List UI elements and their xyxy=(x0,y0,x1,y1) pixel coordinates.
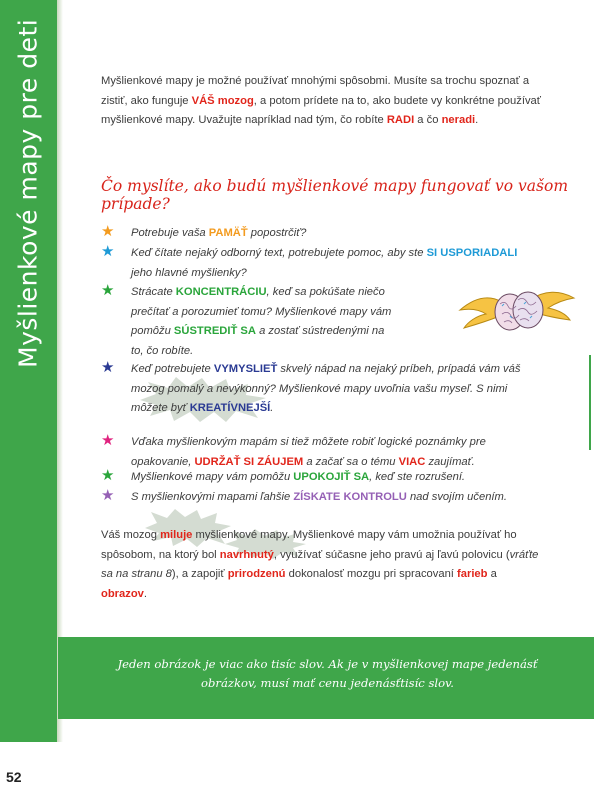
closing-text: myšlienkové mapy. Myšlienkové mapy vám umožnia používať ho spôsobom, na ktorý bol xyxy=(101,529,517,561)
intro-highlight-vas-mozog: VÁŠ mozog xyxy=(191,94,254,107)
closing-highlight: navrhnutý xyxy=(219,548,274,561)
star-icon: ★ xyxy=(101,243,115,260)
sidebar-shadow xyxy=(57,0,63,742)
star-icon: ★ xyxy=(101,223,115,240)
closing-highlight: obrazov xyxy=(101,587,144,600)
item-highlight: KONCENTRÁCIU xyxy=(175,286,267,298)
item-text: a zostať sústredenými na to, čo robíte. xyxy=(131,325,385,357)
intro-text: , a potom prídete na to, ako budete vy konkrétne používať myšlienkové mapy. Uvažujte napríklad nad tým, čo robíte xyxy=(101,94,541,126)
closing-text: a xyxy=(487,568,497,580)
item-text: Keď čítate nejaký odborný text, potrebujete pomoc, aby ste xyxy=(131,247,427,259)
star-icon: ★ xyxy=(101,282,115,299)
list-item-upokojit xyxy=(131,468,541,488)
section-question: Čo myslíte, ako budú myšlienkové mapy fungovať vo vašom prípade? xyxy=(101,177,569,213)
item-text: , keď sa pokúšate niečo prečítať a porozumieť tomu? Myšlienkové mapy vám pomôžu xyxy=(131,286,392,337)
star-icon: ★ xyxy=(101,487,115,504)
closing-highlight: prirodzenú xyxy=(227,568,286,580)
quote-text: Jeden obrázok je viac ako tisíc slov. Ak je v myšlienkovej mape jedenásť obrázkov, musí mať cenu jedenásťtisíc slov. xyxy=(117,657,538,690)
item-text: , keď ste rozrušení. xyxy=(369,471,466,483)
item-text: zaujímať. xyxy=(425,455,475,468)
list-item-kontrolu xyxy=(131,488,541,508)
item-highlight: PAMÄŤ xyxy=(208,227,248,239)
item-text: a začať sa o tému xyxy=(303,455,399,468)
star-icon: ★ xyxy=(101,432,115,449)
item-text: Myšlienkové mapy vám pomôžu xyxy=(131,471,294,483)
closing-highlight: farieb xyxy=(457,568,488,580)
list-item-vymysliet xyxy=(131,360,541,419)
list-item-zaujem xyxy=(131,433,506,472)
item-text: Keď potrebujete xyxy=(131,363,214,375)
list-item-pamat xyxy=(131,224,541,244)
item-text: popostrčiť? xyxy=(247,227,307,239)
intro-highlight-neradi: neradi xyxy=(441,114,476,126)
closing-paragraph xyxy=(101,526,541,604)
item-highlight: UDRŽAŤ SI ZÁUJEM xyxy=(194,455,304,468)
closing-text: , využívať súčasne jeho pravú aj ľavú polovicu ( xyxy=(273,548,510,561)
item-highlight: SÚSTREDIŤ SA xyxy=(173,325,256,337)
item-text: jeho hlavné myšlienky? xyxy=(131,266,247,279)
item-text: S myšlienkovými mapami ľahšie xyxy=(131,491,294,503)
closing-text: . xyxy=(143,587,148,600)
item-text: Vďaka myšlienkovým mapám si tiež môžete robiť logické poznámky pre opakovanie, xyxy=(131,436,486,468)
item-text: nad svojím učením. xyxy=(406,491,507,503)
flying-brain-illustration xyxy=(458,280,576,340)
closing-highlight: miluje xyxy=(160,529,193,541)
item-text: skvelý nápad na nejaký príbeh, prípadá vám váš mozog pomalý a nevýkonný? Myšlienkové mapy uvoľnia vašu myseľ. S nimi môžete byť xyxy=(131,363,521,414)
intro-highlight-radi: RADI xyxy=(386,114,415,126)
item-text: . xyxy=(270,402,274,414)
intro-text: Myšlienkové mapy je možné používať mnohými spôsobmi. Musíte sa trochu spoznať a zistiť, ako funguje xyxy=(101,75,530,107)
sidebar-title: Myšlienkové mapy pre deti xyxy=(13,18,43,368)
binding-edge xyxy=(589,355,591,450)
list-item-koncentracia xyxy=(131,283,396,361)
intro-text: a čo xyxy=(414,114,442,126)
star-icon: ★ xyxy=(101,359,115,376)
page-reference: vráťte sa na stranu 8 xyxy=(101,548,539,580)
item-highlight: SI USPORIADALI xyxy=(426,247,518,259)
star-icon: ★ xyxy=(101,467,115,484)
item-highlight: UPOKOJIŤ SA xyxy=(293,471,370,483)
intro-paragraph xyxy=(101,72,541,131)
item-text: Potrebuje vaša xyxy=(131,227,209,239)
item-text: Strácate xyxy=(131,286,176,298)
item-highlight: VYMYSLIEŤ xyxy=(213,363,278,375)
item-highlight: ZÍSKATE KONTROLU xyxy=(293,491,407,503)
list-item-usporiadali xyxy=(131,244,531,283)
item-highlight: VIAC xyxy=(398,455,426,468)
closing-text: ), a zapojiť xyxy=(171,568,228,580)
closing-text: Váš mozog xyxy=(101,529,161,541)
closing-text: dokonalosť mozgu pri spracovaní xyxy=(285,568,458,580)
intro-text: . xyxy=(475,114,479,126)
item-highlight: KREATÍVNEJŠÍ xyxy=(189,402,271,414)
page-number: 52 xyxy=(6,769,22,785)
